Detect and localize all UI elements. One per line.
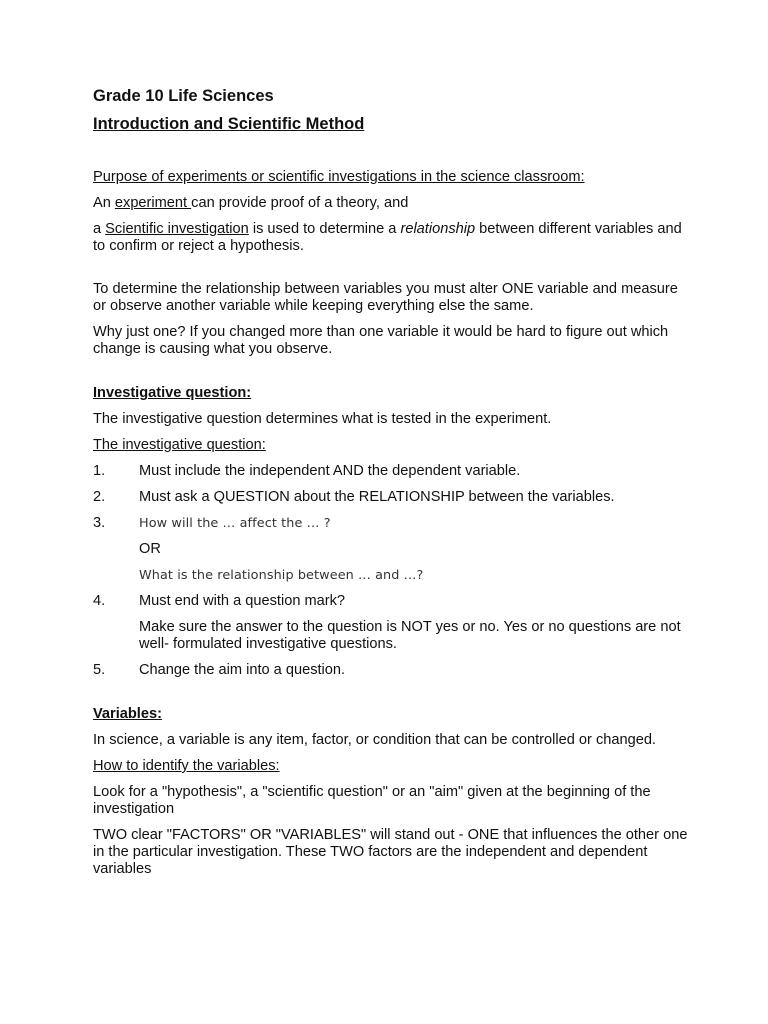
or-separator: OR	[139, 541, 161, 557]
purpose-line-experiment	[93, 195, 693, 212]
list-item	[93, 662, 693, 679]
variables-subheading: How to identify the variables:	[93, 758, 280, 774]
purpose-line2-mid: is used to determine a	[248, 221, 401, 237]
list-item	[93, 489, 693, 506]
variables-paragraph-2: TWO clear "FACTORS" OR "VARIABLES" will stand out - ONE that influences the other one in the particular investigation. These TWO factors are the independent and dependent variables	[93, 827, 688, 877]
list-item	[93, 515, 693, 532]
variables-definition: In science, a variable is any item, factor, or condition that can be controlled or changed.	[93, 732, 656, 748]
purpose-line-investigation	[93, 221, 693, 255]
list-item-number: 3.	[93, 515, 106, 531]
purpose-paragraph-1: To determine the relationship between variables you must alter ONE variable and measure or observe another variable while keeping everything else the same.	[93, 281, 678, 314]
investigative-heading: Investigative question:	[93, 385, 252, 401]
document-subtitle: Introduction and Scientific Method	[93, 115, 365, 133]
list-item	[93, 593, 693, 610]
list-item-number: 5.	[93, 662, 106, 678]
list-item-text: How will the … affect the … ?	[139, 516, 331, 531]
purpose-line1-prefix: An	[93, 195, 115, 211]
investigative-subheading: The investigative question:	[93, 437, 266, 453]
experiment-term: experiment	[114, 195, 192, 211]
purpose-line2-rest: between different variables and to confirm or reject a hypothesis.	[93, 221, 682, 254]
document-page	[93, 86, 693, 878]
yes-no-note: Make sure the answer to the question is NOT yes or no. Yes or no questions are not well- formulated investigative questions.	[139, 619, 681, 652]
list-item-text: Change the aim into a question.	[139, 662, 346, 678]
relationship-term: relationship	[400, 221, 476, 237]
list-item-text: Must ask a QUESTION about the RELATIONSHIP between the variables.	[139, 489, 615, 505]
list-item-number: 1.	[93, 463, 106, 479]
purpose-line2-prefix: a	[93, 221, 106, 237]
list-item-number: 4.	[93, 593, 106, 609]
document-title: Grade 10 Life Sciences	[93, 87, 274, 105]
list-item-text: Must include the independent AND the dependent variable.	[139, 463, 521, 479]
purpose-paragraph-2: Why just one? If you changed more than one variable it would be hard to figure out which change is causing what you observe.	[93, 324, 669, 357]
alternative-question: What is the relationship between … and …?	[139, 568, 424, 583]
investigative-intro: The investigative question determines what is tested in the experiment.	[93, 411, 552, 427]
purpose-heading: Purpose of experiments or scientific investigations in the science classroom:	[93, 169, 585, 185]
variables-paragraph-1: Look for a "hypothesis", a "scientific question" or an "aim" given at the beginning of the investigation	[93, 784, 651, 817]
list-item-text: Must end with a question mark?	[139, 593, 346, 609]
list-item-number: 2.	[93, 489, 106, 505]
purpose-line1-rest: can provide proof of a theory, and	[191, 195, 409, 211]
variables-heading: Variables:	[93, 706, 162, 722]
investigation-term: Scientific investigation	[105, 221, 249, 237]
list-item	[93, 463, 693, 480]
